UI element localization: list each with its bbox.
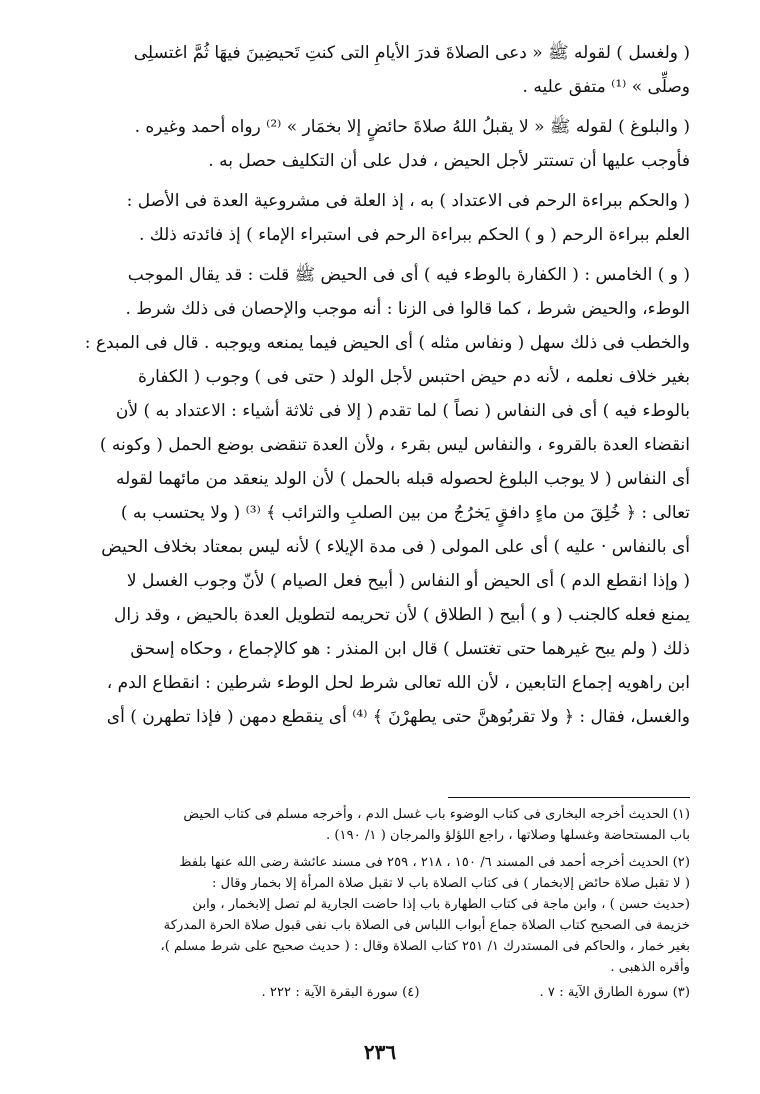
text-line: أى بالنفاس · عليه ) أى على المولى ( فى مدة الإيلاء ) لأنه ليس بمعتاد بخلاف الحيض [101, 537, 690, 557]
main-text [78, 36, 690, 740]
text-line: والخطب فى ذلك سهل ( ونفاس مثله ) أى الحيض فيما يمنعه ويوجبه . قال فى المبدع : [84, 333, 690, 353]
footnotes [78, 798, 690, 1003]
text-line: بالوطء فيه ) أى فى النفاس ( نصاً ) لما تقدم ( إلا فى ثلاثة أشياء : الاعتداد به ) لأن [115, 401, 690, 421]
footnote-line: ( لا تقبل صلاة حائض إلابخمار ) فى كتاب الصلاة باب لا تقبل صلاة المرأة إلا بخمار وقال : [212, 876, 690, 891]
text-line: ذلك ( ولم يبح غيرهما حتى تغتسل ) قال ابن المنذر : هو كالإجماع ، وحكاه إسحق [130, 639, 690, 659]
text-line: يمنع فعله كالجنب ( و ) أبيح ( الطلاق ) لأن تحريمه لتطويل العدة بالحيض ، وقد زال [114, 605, 690, 625]
footnote [78, 852, 690, 978]
page-number: ٢٣٦ [363, 1040, 397, 1064]
text-line: فأوجب عليها أن تستتر لأجل الحيض ، فدل على أن التكليف حصل به . [208, 151, 690, 171]
text-line: الوطء، والحيض شرط ، كما قالوا فى الزنا : أنه موجب والإحصان فى ذلك شرط . [125, 299, 690, 319]
footnote-ref-4: (٤) سورة البقرة الآية : ٢٢٢ . [261, 985, 420, 1000]
text-line: ( والبلوغ ) لقوله ﷺ « لا يقبلُ اللهُ صلاةَ حائضٍ إلا بخمَار » ⁽²⁾ رواه أحمد وغيره . [134, 117, 690, 137]
footnote [78, 804, 690, 846]
footnote-ref-3: (٣) سورة الطارق الآية : ٧ . [539, 985, 690, 1000]
text-line: وصلِّى » ⁽¹⁾ متفق عليه . [522, 77, 690, 97]
paragraph [78, 258, 690, 734]
text-line: والغسل، فقال : ﴿ ولا تقربُوهنَّ حتى يطهرْنَ ﴾ ⁽⁴⁾ أى ينقطع دمهن ( فإذا تطهرن ) أى [106, 707, 690, 727]
text-line: بغير خلاف نعلمه ، لأنه دم حيض احتبس لأجل الولد ( حتى فى ) وجوب ( الكفارة [138, 367, 690, 387]
text-line: ( و ) الخامس : ( الكفارة بالوطء فيه ) أى فى الحيض ﷺ قلت : قد يقال الموجب [127, 265, 690, 285]
footnote-line: بغير خمار ، والحاكم فى المستدرك ١/ ٢٥١ كتاب الصلاة وقال : ( حديث صحيح على شرط مسلم )، [160, 939, 690, 954]
text-line: انقضاء العدة بالقروء ، والنفاس ليس بقرء ، ولأن العدة تنقضى بوضع الحمل ( وكونه ) [99, 435, 690, 455]
text-line: تعالى : ﴿ خُلِقَ من ماءٍ دافقٍ يَخرُجُ من بين الصلبِ والترائب ﴾ ⁽³⁾ ( ولا يحتسب به ) [120, 503, 690, 523]
footnote-line: (١) الحديث أخرجه البخارى فى كتاب الوضوء باب غسل الدم ، وأخرجه مسلم فى كتاب الحيض [183, 807, 690, 822]
footnote-row [78, 982, 690, 1003]
text-line: ( والحكم ببراءة الرحم فى الاعتداد ) به ، إذ العلة فى مشروعية العدة فى الأصل : [126, 191, 690, 211]
text-line: أى النفاس ( لا يوجب البلوغ لحصوله قبله بالحمل ) لأن الولد ينعقد من مائهما لقوله [116, 469, 690, 489]
footnote-line: وأقره الذهبى . [610, 960, 690, 975]
paragraph [78, 110, 690, 178]
footnote-line: باب المستحاضة وغسلها وصلاتها ، راجع اللؤلؤ والمرجان ( ١/ ١٩٠) . [326, 828, 690, 843]
text-line: ( ولغسل ) لقوله ﷺ « دعى الصلاةَ قدرَ الأيامِ التى كنتِ تَحيضِينَ فيهَا ثُمَّ اغتسلِى [133, 43, 690, 63]
paragraph [78, 184, 690, 252]
text-line: ابن راهويه إجماع التابعين ، لأن الله تعالى شرط لحل الوطء شرطين : انقطاع الدم ، [106, 673, 690, 693]
text-line: ( وإذا انقطع الدم ) أى الحيض أو النفاس ( أبيح فعل الصيام ) لأنّ وجوب الغسل لا [126, 571, 690, 591]
text-line: العلم ببراءة الرحم ( و ) الحكم ببراءة الرحم فى استبراء الإماء ) إذ فائدته ذلك . [138, 225, 690, 245]
footnote-line: (٢) الحديث أخرجه أحمد فى المسند ٦/ ١٥٠ ، ٢١٨ ، ٢٥٩ فى مسند عائشة رضى الله عنها بلفظ [179, 855, 690, 870]
paragraph [78, 36, 690, 104]
footnote-line: (حديث حسن ) ، وابن ماجة فى كتاب الطهارة باب إذا حاضت الجارية لم تصل إلابخمار ، وابن [192, 897, 690, 912]
footnote-line: خزيمة فى الصحيح كتاب الصلاة جماع أبواب اللباس فى الصلاة باب نفى قبول صلاة الحرة المدركة [163, 918, 690, 933]
